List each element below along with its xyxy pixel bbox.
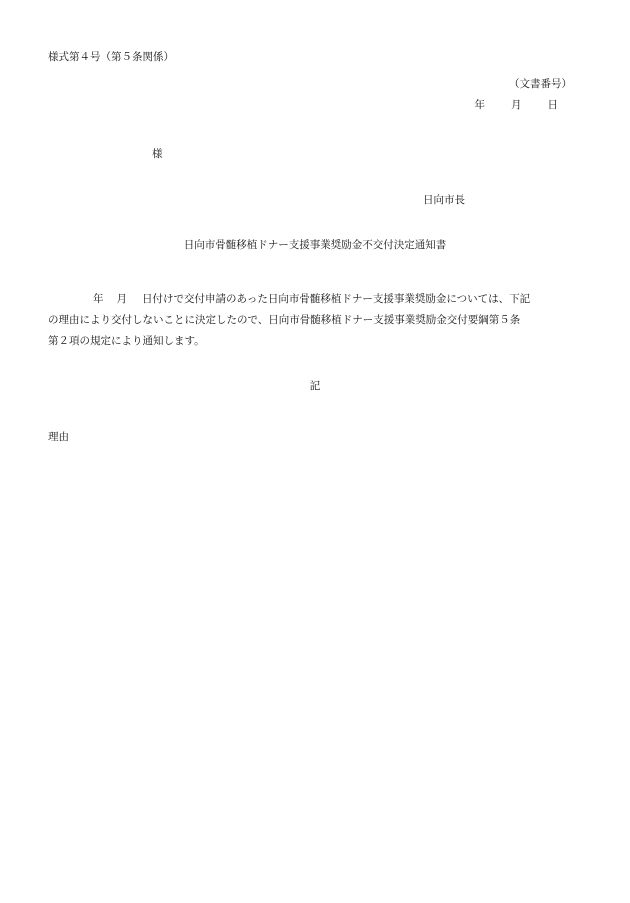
body-line-3: 第２項の規定により通知します。 xyxy=(48,335,205,347)
date-line xyxy=(475,100,559,111)
body-month-label: 月 xyxy=(116,293,127,305)
body-line-2: の理由により交付しないことに決定したので、日向市骨髄移植ドナー支援事業奨励金交付要綱第５条 xyxy=(48,314,521,326)
body-line-1-text: 日付けで交付申請のあった日向市骨髄移植ドナー支援事業奨励金については、下記 xyxy=(142,293,531,305)
body-year-label: 年 xyxy=(93,293,104,305)
addressee-honorific: 様 xyxy=(152,148,163,160)
date-month-label: 月 xyxy=(511,99,522,111)
document-title: 日向市骨髄移植ドナー支援事業奨励金不交付決定通知書 xyxy=(183,239,447,251)
body-paragraph xyxy=(48,289,580,352)
form-number: 様式第４号（第５条関係） xyxy=(48,51,174,63)
issuer-name: 日向市長 xyxy=(423,194,465,206)
body-line-1 xyxy=(48,289,580,310)
reason-label: 理由 xyxy=(48,431,69,443)
date-day-label: 日 xyxy=(547,99,558,111)
note-heading: 記 xyxy=(309,380,321,392)
document-number: （文書番号） xyxy=(509,78,572,90)
date-year-label: 年 xyxy=(474,99,485,111)
